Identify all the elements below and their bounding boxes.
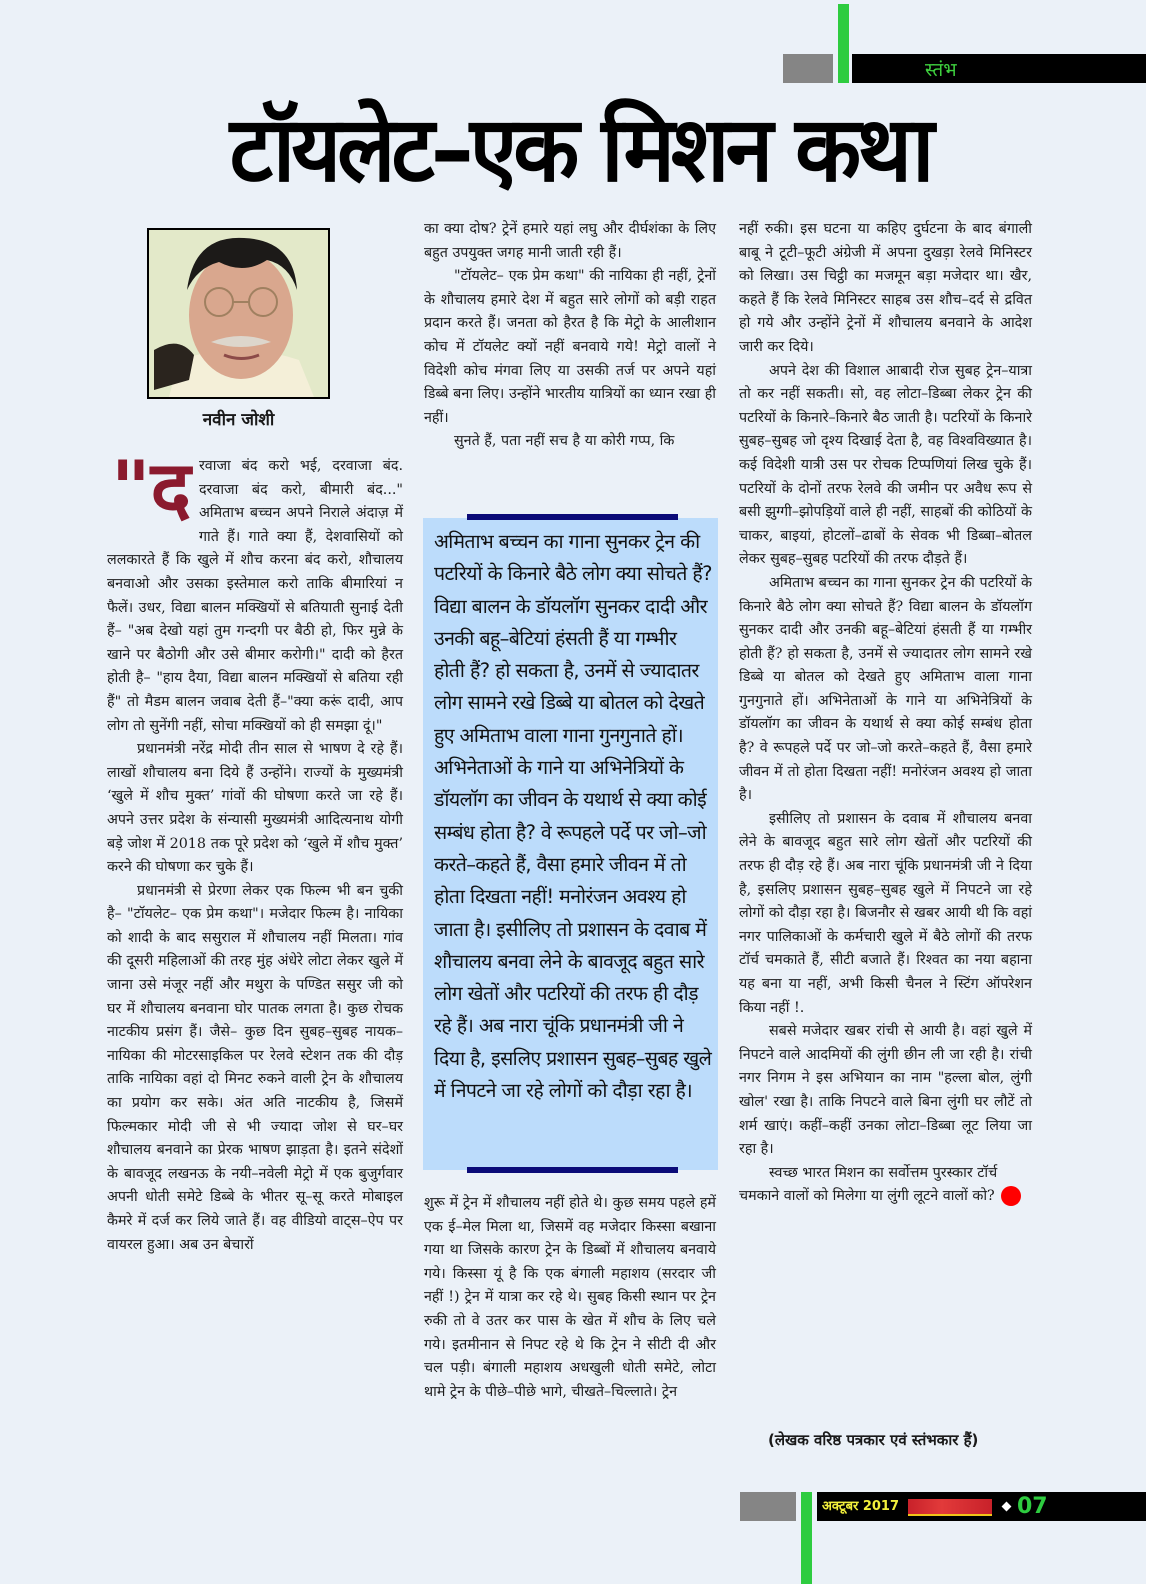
footer-gray-block — [740, 1492, 796, 1521]
article-paragraph: "टॉयलेट– एक प्रेम कथा" की नायिका ही नहीं, ट्रेनों के शौचालय हमारे देश में बहुत सारे लोगों को बड़ी राहत प्रदान करते हैं। जनता को हैरत है कि मेट्रो के आलीशान कोच में टॉयलेट क्यों नहीं बनवाये गये! मेट्रो वालों ने विदेशी कोच मंगवा लिए या उसकी तर्ज पर अपने यहां डिब्बे बना लिए। उन्होंने भारतीय यात्रियों का ध्यान रखा ही नहीं। — [424, 268, 716, 426]
article-paragraph: का क्या दोष? ट्रेनें हमारे यहां लघु और दीर्घशंका के लिए बहुत उपयुक्त जगह मानी जाती रही हैं। — [424, 221, 716, 261]
section-label: स्तंभ — [925, 59, 957, 81]
issue-date: अक्टूबर 2017 — [822, 1499, 900, 1514]
pull-quote-text: अमिताभ बच्चन का गाना सुनकर ट्रेन की पटरियों के किनारे बैठे लोग क्या सोचते हैं? विद्या बालन के डॉयलॉग सुनकर दादी और उनकी बहू–बेटियां हंसती हैं या गम्भीर होती हैं? हो सकता है, उनमें से ज्यादातर लोग सामने रखे डिब्बे या बोतल को देखते हुए अमिताभ वाला गाना गुनगुनाते हों। अभिनेताओं के गाने या अभिनेत्रियों के डॉयलॉग का जीवन के यथार्थ से क्या कोई सम्बंध होता है? वे रूपहले पर्दे पर जो–जो करते–कहते हैं, वैसा हमारे जीवन में तो होता दिखता नहीं! मनोरंजन अवश्य हो जाता है। इसीलिए तो प्रशासन के दवाब में शौचालय बनवा लेने के बावजूद बहुत सारे लोग खेतों और पटरियों की तरफ ही दौड़ रहे हैं। अब नारा चूंकि प्रधानमंत्री जी ने दिया है, इसलिए प्रशासन सुबह–सुबह खुले में निपटने जा रहे लोगों को दौड़ा रहा है। — [434, 530, 712, 1103]
article-paragraph: सुनते हैं, पता नहीं सच है या कोरी गप्प, कि — [454, 433, 675, 450]
article-column-2-bottom — [424, 1192, 716, 1404]
publication-logo-icon — [908, 1499, 992, 1516]
article-paragraph: प्रधानमंत्री नरेंद्र मोदी तीन साल से भाषण दे रहे हैं। लाखों शौचालय बना दिये हैं उन्होंने। राज्यों के मुख्यमंत्री ‘खुले में शौच मुक्त’ गांवों की घोषणा करते जा रहे हैं। अपने उत्तर प्रदेश के संन्यासी मुख्यमंत्री आदित्यनाथ योगी बड़े जोश में 2018 तक पूरे प्रदेश को ‘खुले में शौच मुक्त’ करने की घोषणा कर चुके हैं। — [107, 741, 403, 876]
article-paragraph: अपने देश की विशाल आबादी रोज सुबह ट्रेन–यात्रा तो कर नहीं सकती। सो, वह लोटा–डिब्बा लेकर ट्रेन की पटरियों के किनारे–किनारे बैठ जाती है। पटरियों के किनारे सुबह–सुबह जो दृश्य दिखाई देता है, वह विश्वविख्यात है। कई विदेशी यात्री उस पर रोचक टिप्पणियां लिख चुके हैं। पटरियों के दोनों तरफ रेलवे की जमीन पर अवैध रूप से बसी झुग्गी–झोपड़ियों वाले ही नहीं, साहबों की कोठियों के चाकर, बाइयां, होटलों–ढाबों के सेवक भी डिब्बा–बोतल लेकर सुबह–सुबह पटरियों की तरफ दौड़ते हैं। — [739, 362, 1032, 568]
pull-quote-top-rule — [467, 514, 678, 520]
header-black-bar — [852, 54, 1146, 83]
article-column-3 — [739, 218, 1032, 1209]
article-column-2-top — [424, 218, 716, 454]
article-paragraph: अमिताभ बच्चन का गाना सुनकर ट्रेन की पटरियों के किनारे बैठे लोग क्या सोचते हैं? विद्या बालन के डॉयलॉग सुनकर दादी और उनकी बहू–बेटियां हंसती हैं या गम्भीर होती हैं? हो सकता है, उनमें से ज्यादातर लोग सामने रखे डिब्बे या बोतल को देखते हुए अमिताभ वाला गाना गुनगुनाते हों। अभिनेताओं के गाने या अभिनेत्रियों के डॉयलॉग का जीवन के यथार्थ से क्या कोई सम्बंध होता है? वे रूपहले पर्दे पर जो–जो करते–कहते हैं, वैसा हमारे जीवन में तो होता दिखता नहीं! मनोरंजन अवश्य हो जाता है। — [739, 574, 1032, 804]
pull-quote-bottom-rule — [467, 1167, 678, 1173]
article-paragraph: नहीं रुकी। इस घटना या कहिए दुर्घटना के बाद बंगाली बाबू ने टूटी–फूटी अंग्रेजी में अपना दुखड़ा रेलवे मिनिस्टर को लिखा। उस चिट्ठी का मजमून बड़ा मजेदार था। खैर, कहते हैं कि रेलवे मिनिस्टर साहब उस शौच–दर्द से द्रवित हो गये और उन्होंने ट्रेनों में शौचालय बनवाने के आदेश जारी कर दिये। — [739, 221, 1032, 355]
article-column-1 — [107, 444, 403, 1257]
headline: टॉयलेट–एक मिशन कथा — [229, 97, 931, 203]
author-portrait-icon — [149, 230, 328, 397]
article-paragraph: रवाजा बंद करो भई, दरवाजा बंद. दरवाजा बंद करो, बीमारी बंद..." अमिताभ बच्चन अपने निराले अंदाज़ में गाते हैं। गाते क्या हैं, देशवासियों को ललकारते हैं कि खुले में शौच करना बंद करो, शौचालय बनवाओ और उसका इस्तेमाल करो ताकि बीमारियां न फैलें। उधर, विद्या बालन मक्खियों से बतियाती सुनाई देती हैं– "अब देखो यहां तुम गन्दगी पर बैठी हो, फिर मुन्ने के खाने पर बैठोगी और उसे बीमार करोगी।" दादी को हैरत होती है– "हाय दैया, विद्या बालन मक्खियों से बतिया रही हैं" तो मैडम बालन जवाब देती हैं–"क्या करूं दादी, आप लोग तो सुनेंगी नहीं, सोचा मक्खियों को ही समझा दूं।" — [107, 458, 403, 734]
page-number: 07 — [1017, 1494, 1048, 1519]
end-mark-dot-icon — [1001, 1186, 1021, 1206]
dropcap: "द — [111, 444, 191, 533]
header-green-bar — [838, 4, 849, 83]
footer-green-bar — [801, 1492, 812, 1584]
author-photo — [147, 228, 330, 399]
article-paragraph: स्वच्छ भारत मिशन का सर्वोत्तम पुरस्कार टॉर्च चमकाने वालों को मिलेगा या लुंगी लूटने वालों को? — [739, 1164, 998, 1205]
author-note: (लेखक वरिष्ठ पत्रकार एवं स्तंभकार हैं) — [768, 1431, 979, 1449]
article-paragraph: शुरू में ट्रेन में शौचालय नहीं होते थे। कुछ समय पहले हमें एक ई–मेल मिला था, जिसमें वह मजेदार किस्सा बखाना गया था जिसके कारण ट्रेन के डिब्बों में शौचालय बनवाये गये। किस्सा यूं है कि एक बंगाली महाशय (सरदार जी नहीं !) ट्रेन में यात्रा कर रहे थे। सुबह किसी स्थान पर ट्रेन रुकी तो वे उतर कर पास के खेत में शौच के लिए चले गये। इतमीनान से निपट रहे थे कि ट्रेन ने सीटी दी और चल पड़ी। बंगाली महाशय अधखुली धोती समेटे, लोटा थामे ट्रेन के पीछे–पीछे भागे, चीखते–चिल्लाते। ट्रेन — [424, 1195, 716, 1400]
article-paragraph: सबसे मजेदार खबर रांची से आयी है। वहां खुले में निपटने वाले आदमियों की लुंगी छीन ली जा रही है। रांची नगर निगम ने इस अभियान का नाम "हल्ला बोल, लुंगी खोल' रखा है। ताकि निपटने वाले बिना लुंगी घर लौटें तो शर्म खाएं। कहीं–कहीं उनका लोटा–डिब्बा लूट लिया जा रहा है। — [739, 1023, 1032, 1158]
author-name: नवीन जोशी — [202, 410, 275, 430]
article-paragraph: इसीलिए तो प्रशासन के दवाब में शौचालय बनवा लेने के बावजूद बहुत सारे लोग खेतों और पटरियों की तरफ ही दौड़ रहे हैं। अब नारा चूंकि प्रधानमंत्री जी ने दिया है, इसलिए प्रशासन सुबह–सुबह खुले में निपटने जा रहे लोगों को दौड़ा रहा है। बिजनौर से खबर आयी थी कि वहां नगर पालिकाओं के कर्मचारी खुले में बैठे लोगों की तरफ टॉर्च चमकाते हैं, सीटी बजाते हैं। रिश्वत का नया बहाना यह बना या नहीं, अभी किसी चैनल ने स्टिंग ऑपरेशन किया नहीं !. — [739, 810, 1032, 1016]
article-paragraph: प्रधानमंत्री से प्रेरणा लेकर एक फिल्म भी बन चुकी है– "टॉयलेट– एक प्रेम कथा"। मजेदार फिल्म है। नायिका को शादी के बाद ससुराल में शौचालय नहीं मिलता। गांव की दूसरी महिलाओं की तरह मुंह अंधेरे लोटा लेकर खुले में जाना उसे मंजूर नहीं और मथुरा के पण्डित ससुर जी को घर में शौचालय बनवाना घोर पातक लगता है। कुछ रोचक नाटकीय प्रसंग हैं। जैसे– कुछ दिन सुबह–सुबह नायक–नायिका की मोटरसाइकिल पर रेलवे स्टेशन तक की दौड़ ताकि नायिका वहां दो मिनट रुकने वाली ट्रेन के शौचालय का प्रयोग कर सके। अंत अति नाटकीय है, जिसमें फिल्मकार मोदी जी से भी ज्यादा जोश से घर–घर शौचालय बनवाने का प्रेरक भाषण झाड़ता है। इतने संदेशों के बावजूद लखनऊ के नयी–नवेली मेट्रो में एक बुजुर्गवार अपनी धोती समेटे डिब्बे के भीतर सू–सू करते मोबाइल कैमरे में दर्ज कर लिये जाते हैं। वह वीडियो वाट्स–ऐप पर वायरल हुआ। अब उन बेचारों — [107, 882, 403, 1253]
header-gray-block — [783, 54, 833, 83]
